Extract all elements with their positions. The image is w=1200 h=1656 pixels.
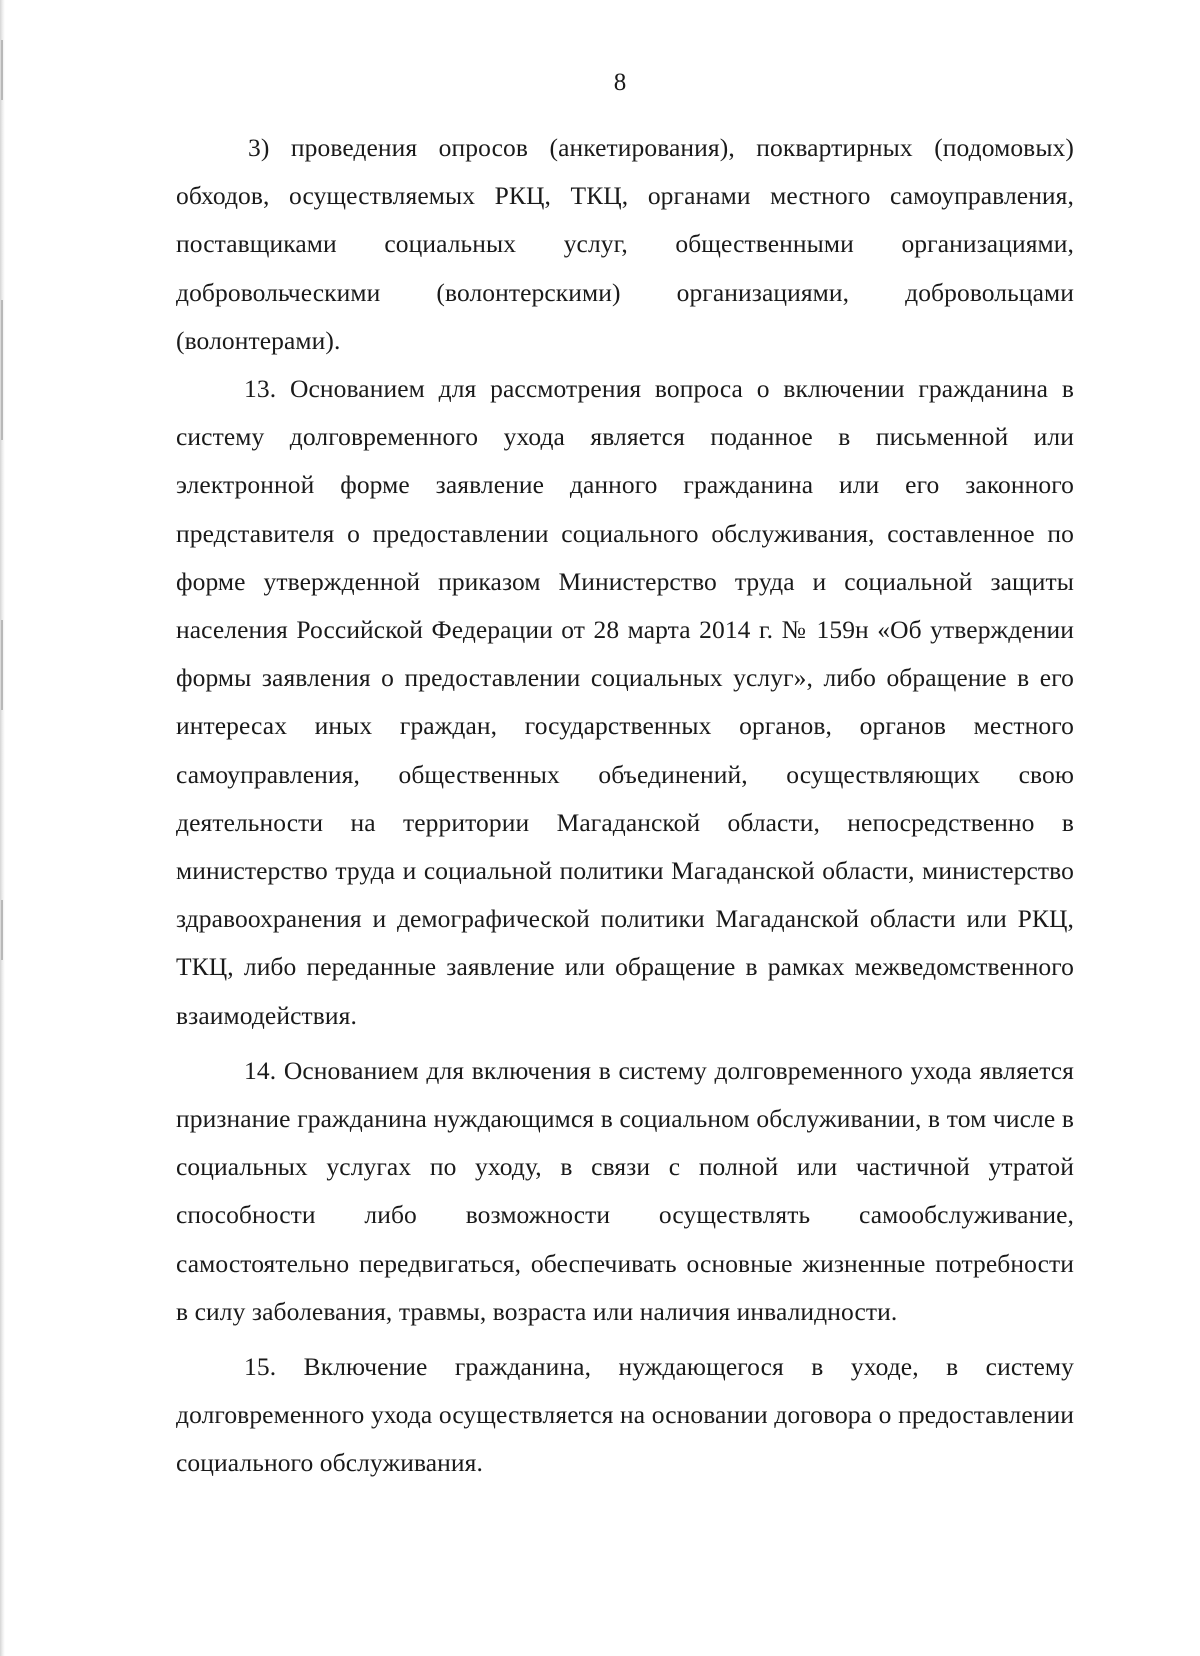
scan-edge-mark bbox=[1, 900, 3, 960]
paragraph-item-13: 13. Основанием для рассмотрения вопроса о включении гражданина в систему долговременного ухода является поданное в письменной или электронной форме заявление данного гражданина или его законного представителя о предоставлении социального обслуживания, составленное по форме утвержденной приказом Министерство труда и социальной защиты населения Российской Федерации от 28 марта 2014 г. № 159н «Об утверждении формы заявления о предоставлении социальных услуг», либо обращение в его интересах иных граждан, государственных органов, органов местного самоуправления, общественных объединений, осуществляющих свою деятельности на территории Магаданской области, непосредственно в министерство труда и социальной политики Магаданской области, министерство здравоохранения и демографической политики Магаданской области или РКЦ, ТКЦ, либо переданные заявление или обращение в рамках межведомственного взаимодействия. bbox=[176, 374, 1074, 1030]
page-number: 8 bbox=[613, 69, 627, 96]
scan-edge-shadow bbox=[0, 0, 5, 1656]
paragraph-item-3: 3) проведения опросов (анкетирования), поквартирных (подомовых) обходов, осуществляемых РКЦ, ТКЦ, органами местного самоуправления, поставщиками социальных услуг, общественными организациями, добровольческими (волонтерскими) организациями, добровольцами (волонтерами). bbox=[176, 133, 1074, 355]
scan-edge-mark bbox=[1, 300, 3, 440]
paragraph-item-14: 14. Основанием для включения в систему долговременного ухода является признание гражданина нуждающимся в социальном обслуживании, в том числе в социальных услугах по уходу, в связи с полной или частичной утратой способности либо возможности осуществлять самообслуживание, самостоятельно передвигаться, обеспечивать основные жизненные потребности в силу заболевания, травмы, возраста или наличия инвалидности. bbox=[176, 1055, 1074, 1326]
document-body bbox=[176, 124, 1074, 1488]
scan-edge-mark bbox=[1, 620, 3, 710]
paragraph-item-15: 15. Включение гражданина, нуждающегося в уходе, в систему долговременного ухода осуществляется на основании договора о предоставлении социального обслуживания. bbox=[176, 1352, 1074, 1478]
